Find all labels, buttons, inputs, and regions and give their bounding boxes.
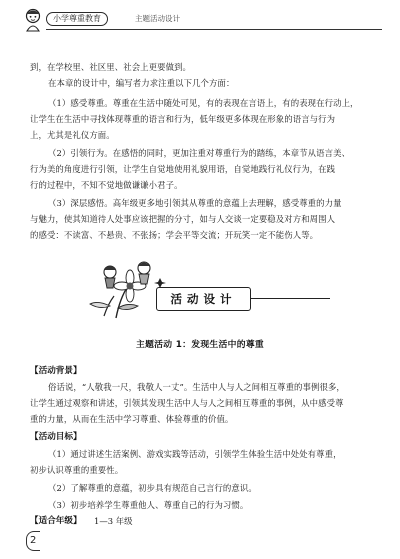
background-heading: 【活动背景】: [30, 366, 82, 376]
activity-title: 主题活动 1：发现生活中的尊重: [135, 340, 265, 350]
body-line: 行的过程中，不知不觉地做谦谦小君子。: [30, 180, 183, 190]
goals-heading: 【活动目标】: [30, 432, 82, 442]
body-line: （3）深层感悟。高年级更多地引领其从尊重的意蕴上去理解，感受尊重的力量: [48, 198, 342, 208]
body-line: 上，尤其是礼仪方面。: [30, 130, 115, 140]
body-line: （1）感受尊重。尊重在生活中随处可见，有的表现在言语上，有的表现在行动上，: [48, 98, 359, 108]
banner-divider: [250, 298, 330, 299]
body-line: 到，在学校里、社区里、社会上更要做到。: [30, 62, 192, 72]
section-title-box: [156, 287, 251, 311]
goals-line: （3）初步培养学生尊重他人、尊重自己的行为习惯。: [48, 500, 249, 510]
body-line: 行为美的角度进行引领，让学生自觉地使用礼貌用语，自觉地践行礼仪行为，在践: [30, 164, 336, 174]
goals-line: （2）了解尊重的意蕴，初步具有规范自己言行的意识。: [48, 483, 257, 493]
goals-line: 初步认识尊重的重要性。: [30, 465, 124, 475]
body-line: 与魅力，使其知道待人处事应该把握的分寸，如与人交谈一定要稳及对方和周围人: [30, 214, 336, 224]
running-header: [22, 8, 382, 30]
background-line: 俗话说，“人敬我一尺，我敬人一丈”。生活中人与人之间相互尊重的事例很多，: [48, 382, 345, 392]
page-number: 2: [30, 535, 37, 546]
series-tag: 小学尊重教育: [46, 12, 108, 26]
book-subtitle: 主题活动设计: [135, 14, 180, 23]
grade-heading: 【适合年级】: [30, 516, 82, 526]
background-line: 让学生通过观察和讲述，引领其发现生活中人与人之间相互尊重的事例，从中感受尊: [30, 398, 344, 408]
goals-line: （1）通过讲述生活案例、游戏实践等活动，引领学生体验生活中处处有尊重，: [48, 449, 342, 459]
body-line: 让学生在生活中寻找体现尊重的语言和行为，低年级更多体现在形象的语言与行为: [30, 114, 336, 124]
body-line: 的感受：不读富、不悬贵、不张扬；学会平等交流；开玩笑一定不能伤人等。: [30, 230, 319, 240]
body-line: 在本章的设计中，编写者力求注重以下几个方面：: [48, 78, 235, 88]
background-line: 重的力量，从而在生活中学习尊重、体验尊重的价值。: [30, 414, 234, 424]
section-banner: [80, 258, 330, 320]
grade-value: 1—3 年级: [94, 516, 133, 526]
header-divider: [46, 29, 382, 30]
section-title: 活动设计: [170, 292, 237, 306]
body-line: （2）引领行为。在感悟的同时，更加注重对尊重行为的踏练，本章节从语言美、: [48, 148, 351, 158]
student-mascot-icon: [22, 8, 44, 32]
